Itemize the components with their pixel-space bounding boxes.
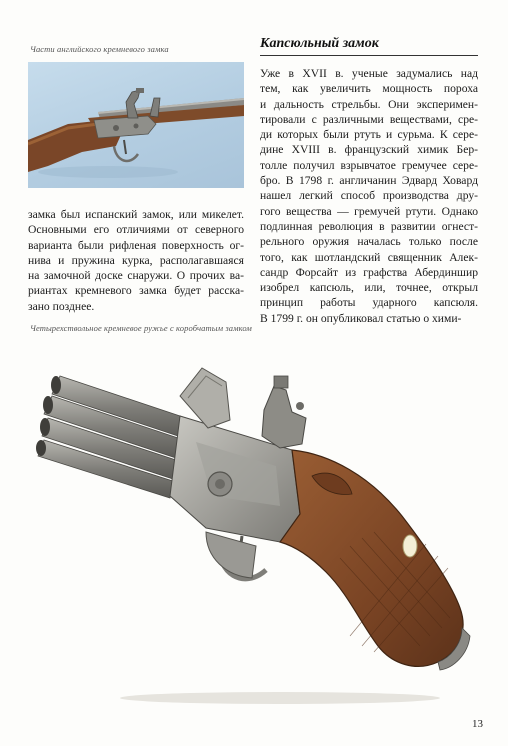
text-line: В 1799 г. он опубликовал статью о хими- [260,311,462,325]
text-line: риантах кремневого замка будет расска- [28,284,244,298]
text-line: нашел легкий способ производства дру- [260,189,478,203]
text-line: тировали с различными веществами, сре- [260,112,478,126]
text-line: изобрел капсюль, или, точнее, открыл [260,281,478,295]
text-line: варианта были рифленая поверхность ог- [28,238,244,252]
section-heading: Капсюльный замок [260,36,478,56]
text-line: ди которых были ртуть и сурьма. К сере- [260,128,478,142]
page-number: 13 [472,718,483,730]
text-line: бро. В 1798 г. англичанин Эдвард Ховард [260,174,478,188]
text-line: гого вещества — гремучей ртути. Однако [260,204,478,218]
left-text-column [28,207,244,314]
musket-lock-illustration [28,62,244,188]
text-line: Основными его отличиями от северного [28,223,244,237]
text-line: принцип работы ударного капсюля. [260,296,478,310]
photo-caption-top: Части английского кремневого замка [30,44,169,54]
text-line: на замочной доске снаружи. О прочих ва- [28,269,244,283]
text-line: того, как шотландский священник Алек- [260,250,478,264]
text-line: Уже в XVII в. ученые задумались над [260,67,478,80]
flintlock-parts-photo [28,62,244,188]
text-line: тем, как увеличить мощность пороха [260,82,478,96]
text-line: толле получил взрывчатое гремучее сере- [260,158,478,172]
text-line: дине XVIII в. французский химик Бер- [260,143,478,157]
four-barrel-pistol-illustration [30,346,480,711]
photo-caption-bottom: Четырехствольное кремневое ружье с коробчатым замком [30,323,252,333]
text-line: нива и пружина курка, располагавшаяся [28,253,244,267]
text-line: замка был испанский замок, или микелет. [28,208,244,221]
four-barrel-flintlock-photo [30,346,480,711]
text-line: зано позднее. [28,299,95,313]
text-line: подлинная революция в развитии огнест- [260,219,478,233]
text-line: сандр Форсайт из графства Абердиншир [260,265,478,279]
right-text-column [260,66,478,326]
text-line: и дальность стрельбы. Они эксперимен- [260,97,478,111]
text-line: рельного оружия началась только после [260,235,478,249]
